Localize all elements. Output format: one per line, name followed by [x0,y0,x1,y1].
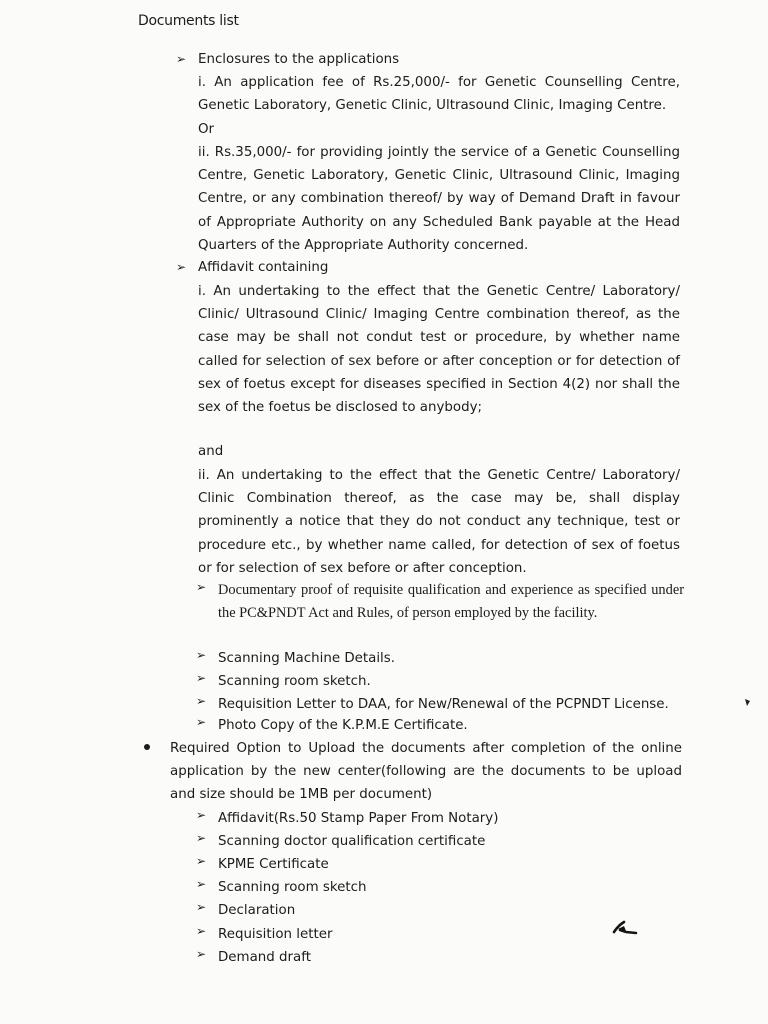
arrow-bullet-icon: ➢ [196,924,207,938]
sub-item-machine-details: Scanning Machine Details. [218,651,395,666]
arrow-bullet-icon: ➢ [196,900,207,914]
arrow-bullet-icon: ➢ [196,854,207,868]
enclosures-label: Enclosures to the applications [198,52,400,67]
arrow-bullet-icon: ➢ [176,260,187,274]
sub-item-documentary-proof: Documentary proof of requisite qualification and experience as specified under the PC&PNDT Act and Rules, of person employed by the facility. [218,582,684,621]
arrow-bullet-icon: ➢ [196,831,207,845]
enclosures-item-ii: ii. Rs.35,000/- for providing jointly the service of a Genetic Counselling Centre, Genetic Laboratory, Genetic Clinic, Ultrasound Clinic, Imaging Centre, or any combination thereof/ by way of Demand Draft in favour of Appropriate Authority on any Scheduled Bank payable at the Head Quarters of the Appropriate Authority concerned. [198,145,680,253]
upload-item-requisition: Requisition letter [218,927,333,942]
upload-item-qualification: Scanning doctor qualification certificate [218,834,486,849]
arrow-bullet-icon: ➢ [196,694,207,708]
upload-item-declaration: Declaration [218,903,296,918]
affidavit-and: and [198,444,224,459]
upload-note: Required Option to Upload the documents after completion of the online application by the new center(following are the documents to be upload and size should be 1MB per document) [170,741,682,803]
upload-item-demand-draft: Demand draft [218,950,311,965]
bullet-dot-icon [144,744,150,750]
sub-item-requisition-letter: Requisition Letter to DAA, for New/Renewal of the PCPNDT License. [218,697,669,712]
arrow-bullet-icon: ➢ [196,580,207,594]
enclosures-or: Or [198,122,215,137]
page-title: Documents list [138,13,239,29]
affidavit-item-ii: ii. An undertaking to the effect that the Genetic Centre/ Laboratory/ Clinic Combination thereof, as the case may be, shall display prominently a notice that they do not conduct any technique, test or procedure etc., by whether name called, for detection of sex of foetus or for selection of sex before or after conception. [198,468,680,576]
arrow-bullet-icon: ➢ [196,947,207,961]
arrow-bullet-icon: ➢ [176,52,187,66]
sub-item-kpme-copy: Photo Copy of the K.P.M.E Certificate. [218,718,468,733]
arrow-bullet-icon: ➢ [196,808,207,822]
arrow-bullet-icon: ➢ [196,671,207,685]
affidavit-label: Affidavit containing [198,260,329,275]
upload-item-room-sketch: Scanning room sketch [218,880,367,895]
sub-item-room-sketch: Scanning room sketch. [218,674,371,689]
pen-tick-mark [612,920,638,938]
scan-speck-mark [744,698,752,708]
arrow-bullet-icon: ➢ [196,648,207,662]
arrow-bullet-icon: ➢ [196,715,207,729]
arrow-bullet-icon: ➢ [196,877,207,891]
affidavit-item-i: i. An undertaking to the effect that the Genetic Centre/ Laboratory/ Clinic/ Ultrasound Clinic/ Imaging Centre combination thereof, as the case may be shall not condut test or procedure, by whether name called for selection of sex before or after conception or for detection of sex of foetus except for diseases specified in Section 4(2) nor shall the sex of the foetus be disclosed to anybody; [198,284,680,416]
enclosures-item-i: i. An application fee of Rs.25,000/- for Genetic Counselling Centre, Genetic Laboratory, Genetic Clinic, Ultrasound Clinic, Imaging Centre. [198,75,680,114]
upload-item-affidavit: Affidavit(Rs.50 Stamp Paper From Notary) [218,811,499,826]
upload-item-kpme: KPME Certificate [218,857,329,872]
